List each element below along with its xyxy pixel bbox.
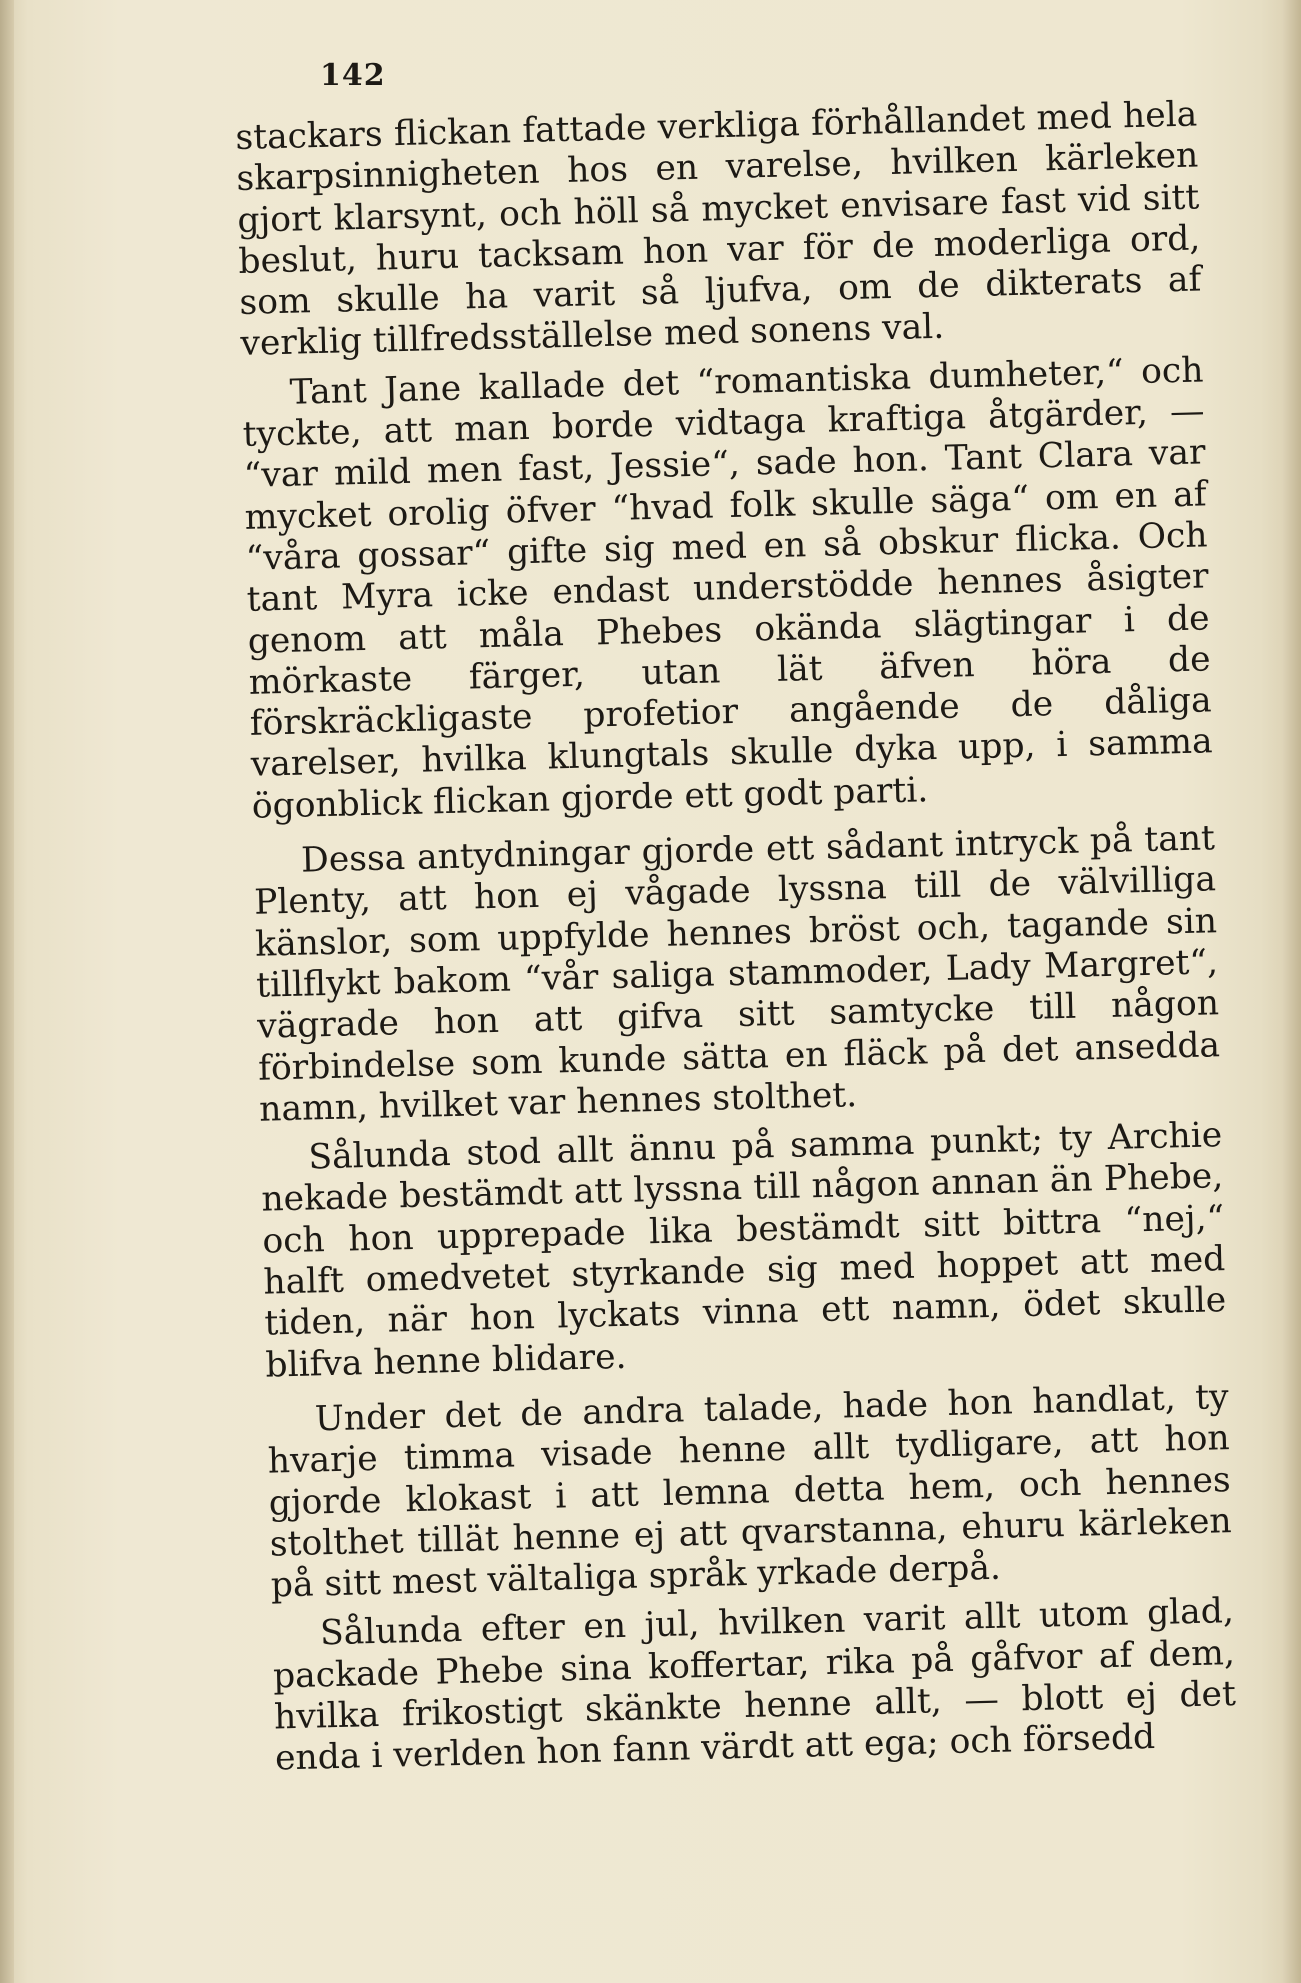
page-text-block [235,94,1237,1780]
paragraph-dessa-antydningar: Dessa antydningar gjorde ett sådant intryck på tant Plenty, att hon ej vågade lyssna till de välvilliga känslor, som uppfylde hennes bröst och, tagande sin tillflykt bakom “vår saliga stammoder, Lady Margret“, vägrade hon att gifva sitt samtycke till någon förbindelse som kunde sätta en fläck på det ansedda namn, hvilket var hennes stolthet. [253,818,1221,1130]
paragraph-salunda-efter: Sålunda efter en jul, hvilken varit allt utom glad, packade Phebe sina koffertar, rika på gåfvor af dem, hvilka frikostigt skänkte henne allt, — blott ej det enda i verlden hon fann värdt att ega; och försedd [272,1591,1237,1779]
page-left-edge [0,0,14,1983]
page-number: 142 [320,58,386,93]
paragraph-continuation: stackars flickan fattade verkliga förhållandet med hela skarpsinnigheten hos en varelse, hvilken kärleken gjort klarsynt, och höll så mycket envisare fast vid sitt beslut, huru tacksam hon var för de moderliga ord, som skulle ha varit så ljufva, om de dikterats af verklig tillfredsställelse med sonens val. [235,94,1202,365]
paragraph-tant-jane: Tant Jane kallade det “romantiska dumheter,“ och tyckte, att man borde vidtaga kraftiga åtgärder, — “var mild men fast, Jessie“, sade hon. Tant Clara var mycket orolig öfver “hvad folk skulle säga“ om en af “våra gossar“ gifte sig med en så obskur flicka. Och tant Myra icke endast understödde hennes åsigter genom att måla Phebes okända slägtingar i de mörkaste färger, utan lät äfven höra de förskräckligaste profetior angående de dåliga varelser, hvilka klungtals skulle dyka upp, i samma ögonblick flickan gjorde ett godt parti. [242,350,1214,827]
paragraph-under-det: Under det de andra talade, hade hon handlat, ty hvarje timma visade henne allt tydligare, att hon gjorde klokast i att lemna detta hem, och hennes stolthet tillät henne ej att qvarstanna, ehuru kärleken på sitt mest vältaliga språk yrkade derpå. [267,1377,1233,1606]
page-right-edge [1283,0,1301,1983]
paragraph-salunda-stod: Sålunda stod allt ännu på samma punkt; ty Archie nekade bestämdt att lyssna till någon annan än Phebe, och hon upprepade lika bestämdt sitt bittra “nej,“ halft omedvetet styrkande sig med hoppet att med tiden, när hon lyckats vinna ett namn, ödet skulle blifva henne blidare. [260,1115,1227,1386]
